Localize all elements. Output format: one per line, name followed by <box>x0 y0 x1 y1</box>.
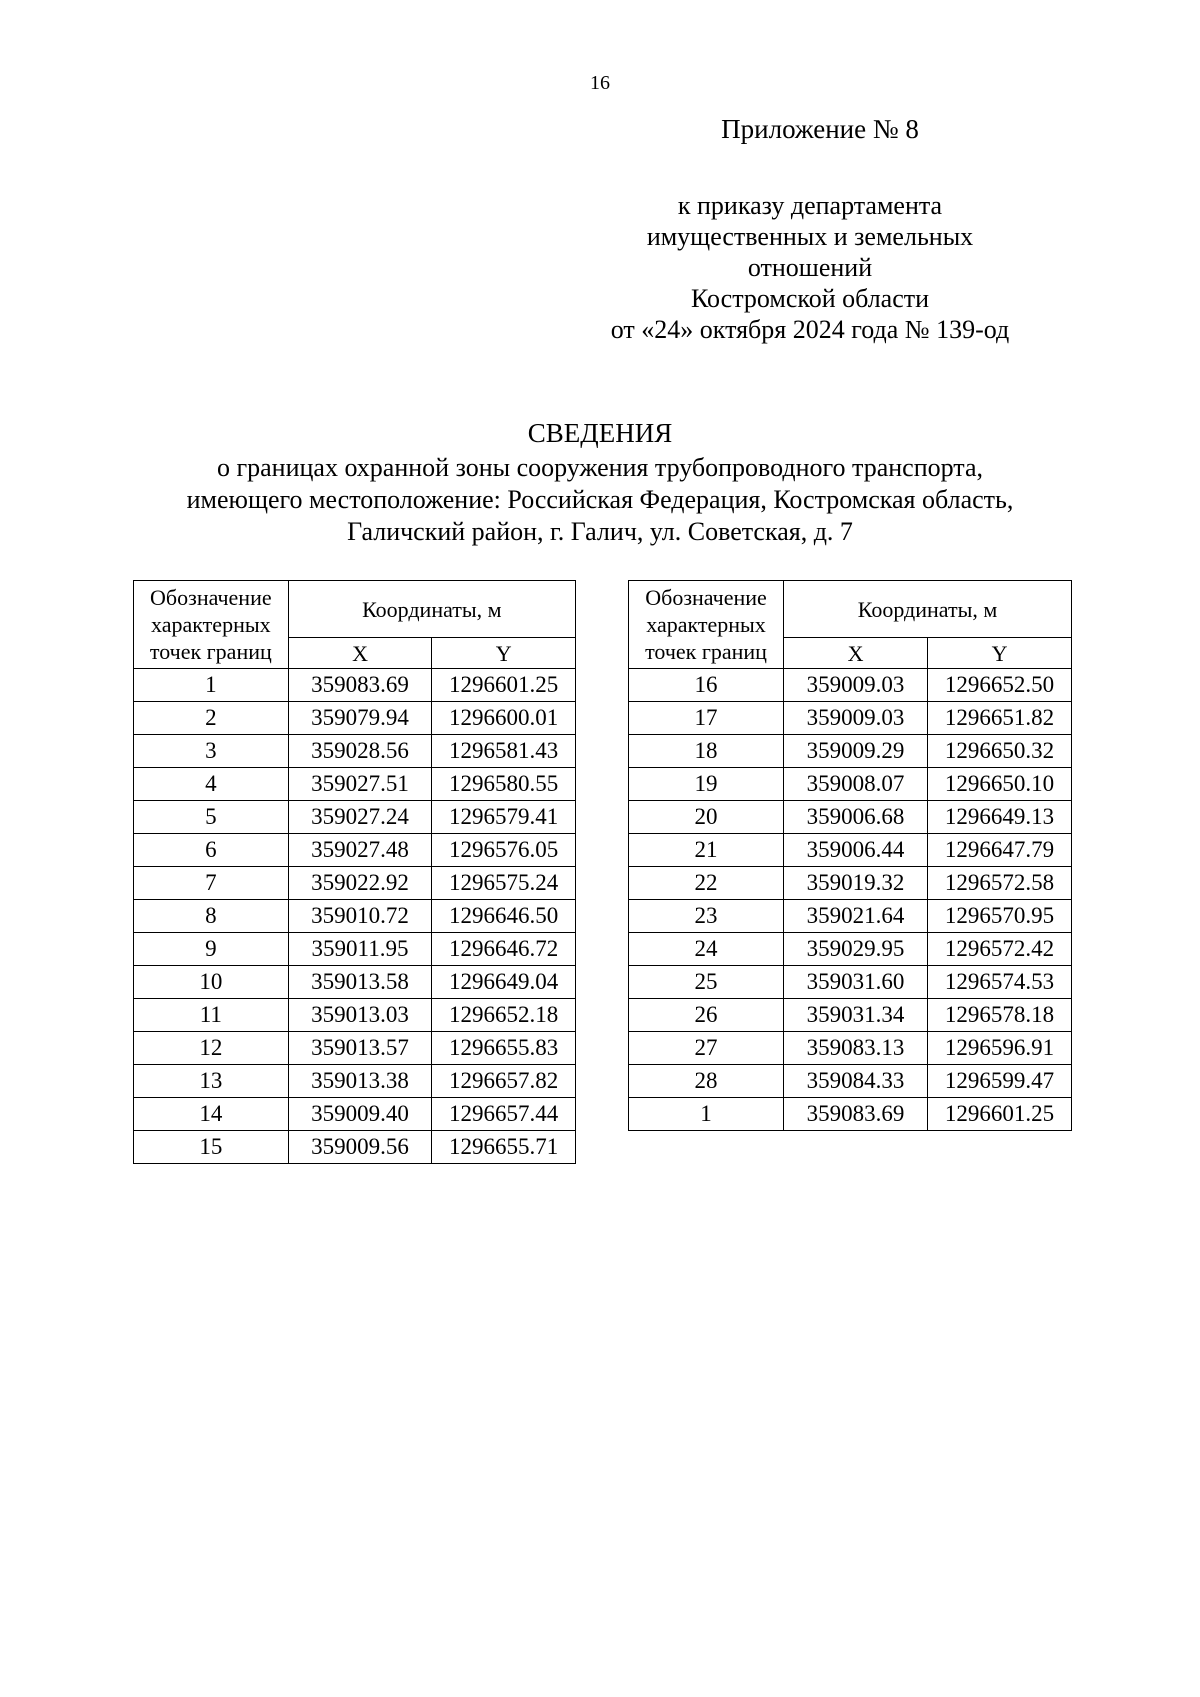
table-row <box>134 834 576 867</box>
point-id-cell: 4 <box>134 768 289 801</box>
y-coordinate-cell: 1296599.47 <box>928 1065 1072 1098</box>
table-row <box>629 999 1072 1032</box>
table-row <box>134 735 576 768</box>
point-id-cell: 19 <box>629 768 784 801</box>
x-coordinate-cell: 359019.32 <box>784 867 928 900</box>
table-row <box>134 933 576 966</box>
table-row <box>134 999 576 1032</box>
y-coordinate-cell: 1296572.58 <box>928 867 1072 900</box>
y-coordinate-cell: 1296601.25 <box>432 669 576 702</box>
y-coordinate-cell: 1296649.13 <box>928 801 1072 834</box>
y-coordinate-cell: 1296646.50 <box>432 900 576 933</box>
header-x: X <box>784 638 928 669</box>
x-coordinate-cell: 359011.95 <box>288 933 432 966</box>
y-coordinate-cell: 1296579.41 <box>432 801 576 834</box>
point-id-cell: 1 <box>134 669 289 702</box>
point-id-cell: 14 <box>134 1098 289 1131</box>
table-row <box>629 966 1072 999</box>
x-coordinate-cell: 359013.57 <box>288 1032 432 1065</box>
x-coordinate-cell: 359013.03 <box>288 999 432 1032</box>
point-id-cell: 3 <box>134 735 289 768</box>
header-y: Y <box>432 638 576 669</box>
order-line: к приказу департамента <box>677 191 943 220</box>
y-coordinate-cell: 1296657.44 <box>432 1098 576 1131</box>
table-row <box>629 834 1072 867</box>
point-id-cell: 13 <box>134 1065 289 1098</box>
order-line: имущественных и земельных <box>646 222 974 251</box>
point-id-cell: 5 <box>134 801 289 834</box>
x-coordinate-cell: 359083.69 <box>784 1098 928 1131</box>
subtitle-line: Галичский район, г. Галич, ул. Советская, д. 7 <box>347 517 853 546</box>
table-row <box>134 768 576 801</box>
x-coordinate-cell: 359021.64 <box>784 900 928 933</box>
point-id-cell: 21 <box>629 834 784 867</box>
table-row <box>629 702 1072 735</box>
x-coordinate-cell: 359027.24 <box>288 801 432 834</box>
x-coordinate-cell: 359029.95 <box>784 933 928 966</box>
order-line: от «24» октября 2024 года № 139-од <box>610 315 1010 344</box>
document-heading: СВЕДЕНИЯ <box>527 418 673 448</box>
point-id-cell: 25 <box>629 966 784 999</box>
table-row <box>629 735 1072 768</box>
point-id-cell: 22 <box>629 867 784 900</box>
table-row <box>134 867 576 900</box>
appendix-title: Приложение № 8 <box>721 114 919 144</box>
y-coordinate-cell: 1296580.55 <box>432 768 576 801</box>
y-coordinate-cell: 1296575.24 <box>432 867 576 900</box>
point-id-cell: 11 <box>134 999 289 1032</box>
point-id-cell: 27 <box>629 1032 784 1065</box>
point-id-cell: 9 <box>134 933 289 966</box>
table-row <box>134 669 576 702</box>
y-coordinate-cell: 1296650.10 <box>928 768 1072 801</box>
page-number: 16 <box>590 72 610 94</box>
y-coordinate-cell: 1296574.53 <box>928 966 1072 999</box>
y-coordinate-cell: 1296655.71 <box>432 1131 576 1164</box>
point-id-cell: 16 <box>629 669 784 702</box>
table-row <box>629 669 1072 702</box>
subtitle-line: о границах охранной зоны сооружения трубопроводного транспорта, <box>216 453 984 482</box>
y-coordinate-cell: 1296646.72 <box>432 933 576 966</box>
y-coordinate-cell: 1296601.25 <box>928 1098 1072 1131</box>
y-coordinate-cell: 1296652.18 <box>432 999 576 1032</box>
table-row <box>134 1065 576 1098</box>
header-y: Y <box>928 638 1072 669</box>
x-coordinate-cell: 359027.48 <box>288 834 432 867</box>
header-coordinates: Координаты, м <box>784 581 1072 638</box>
header-point-designation: Обозначение характерных точек границ <box>134 581 289 669</box>
order-reference <box>560 190 1060 345</box>
y-coordinate-cell: 1296657.82 <box>432 1065 576 1098</box>
x-coordinate-cell: 359009.40 <box>288 1098 432 1131</box>
x-coordinate-cell: 359028.56 <box>288 735 432 768</box>
point-id-cell: 6 <box>134 834 289 867</box>
header-coordinates: Координаты, м <box>288 581 575 638</box>
x-coordinate-cell: 359084.33 <box>784 1065 928 1098</box>
point-id-cell: 15 <box>134 1131 289 1164</box>
table-row <box>134 1098 576 1131</box>
point-id-cell: 26 <box>629 999 784 1032</box>
order-line: Костромской области <box>690 284 930 313</box>
table-row <box>134 702 576 735</box>
point-id-cell: 1 <box>629 1098 784 1131</box>
table-row <box>134 801 576 834</box>
y-coordinate-cell: 1296578.18 <box>928 999 1072 1032</box>
y-coordinate-cell: 1296581.43 <box>432 735 576 768</box>
y-coordinate-cell: 1296649.04 <box>432 966 576 999</box>
order-line: отношений <box>747 253 873 282</box>
x-coordinate-cell: 359031.34 <box>784 999 928 1032</box>
table-row <box>629 933 1072 966</box>
y-coordinate-cell: 1296647.79 <box>928 834 1072 867</box>
point-id-cell: 2 <box>134 702 289 735</box>
y-coordinate-cell: 1296655.83 <box>432 1032 576 1065</box>
point-id-cell: 17 <box>629 702 784 735</box>
y-coordinate-cell: 1296596.91 <box>928 1032 1072 1065</box>
header-point-designation: Обозначение характерных точек границ <box>629 581 784 669</box>
point-id-cell: 28 <box>629 1065 784 1098</box>
point-id-cell: 20 <box>629 801 784 834</box>
point-id-cell: 7 <box>134 867 289 900</box>
point-id-cell: 10 <box>134 966 289 999</box>
point-id-cell: 23 <box>629 900 784 933</box>
point-id-cell: 24 <box>629 933 784 966</box>
table-row <box>134 1032 576 1065</box>
x-coordinate-cell: 359031.60 <box>784 966 928 999</box>
x-coordinate-cell: 359006.68 <box>784 801 928 834</box>
x-coordinate-cell: 359009.29 <box>784 735 928 768</box>
x-coordinate-cell: 359083.69 <box>288 669 432 702</box>
table-row <box>629 900 1072 933</box>
x-coordinate-cell: 359008.07 <box>784 768 928 801</box>
y-coordinate-cell: 1296600.01 <box>432 702 576 735</box>
subtitle-line: имеющего местоположение: Российская Федерация, Костромская область, <box>186 485 1014 514</box>
x-coordinate-cell: 359006.44 <box>784 834 928 867</box>
coordinates-table-right <box>628 580 1072 1131</box>
table-row <box>629 1032 1072 1065</box>
table-row <box>134 900 576 933</box>
table-row <box>629 768 1072 801</box>
y-coordinate-cell: 1296576.05 <box>432 834 576 867</box>
table-row <box>134 1131 576 1164</box>
y-coordinate-cell: 1296572.42 <box>928 933 1072 966</box>
x-coordinate-cell: 359013.58 <box>288 966 432 999</box>
table-row <box>629 801 1072 834</box>
header-x: X <box>288 638 432 669</box>
x-coordinate-cell: 359013.38 <box>288 1065 432 1098</box>
table-row <box>629 1098 1072 1131</box>
y-coordinate-cell: 1296652.50 <box>928 669 1072 702</box>
point-id-cell: 8 <box>134 900 289 933</box>
y-coordinate-cell: 1296650.32 <box>928 735 1072 768</box>
x-coordinate-cell: 359027.51 <box>288 768 432 801</box>
y-coordinate-cell: 1296651.82 <box>928 702 1072 735</box>
coordinates-table-left <box>133 580 576 1164</box>
document-subtitle <box>140 452 1060 548</box>
table-row <box>629 1065 1072 1098</box>
point-id-cell: 12 <box>134 1032 289 1065</box>
point-id-cell: 18 <box>629 735 784 768</box>
x-coordinate-cell: 359083.13 <box>784 1032 928 1065</box>
x-coordinate-cell: 359079.94 <box>288 702 432 735</box>
y-coordinate-cell: 1296570.95 <box>928 900 1072 933</box>
x-coordinate-cell: 359009.03 <box>784 702 928 735</box>
table-row <box>629 867 1072 900</box>
x-coordinate-cell: 359010.72 <box>288 900 432 933</box>
x-coordinate-cell: 359009.56 <box>288 1131 432 1164</box>
x-coordinate-cell: 359009.03 <box>784 669 928 702</box>
table-row <box>134 966 576 999</box>
x-coordinate-cell: 359022.92 <box>288 867 432 900</box>
